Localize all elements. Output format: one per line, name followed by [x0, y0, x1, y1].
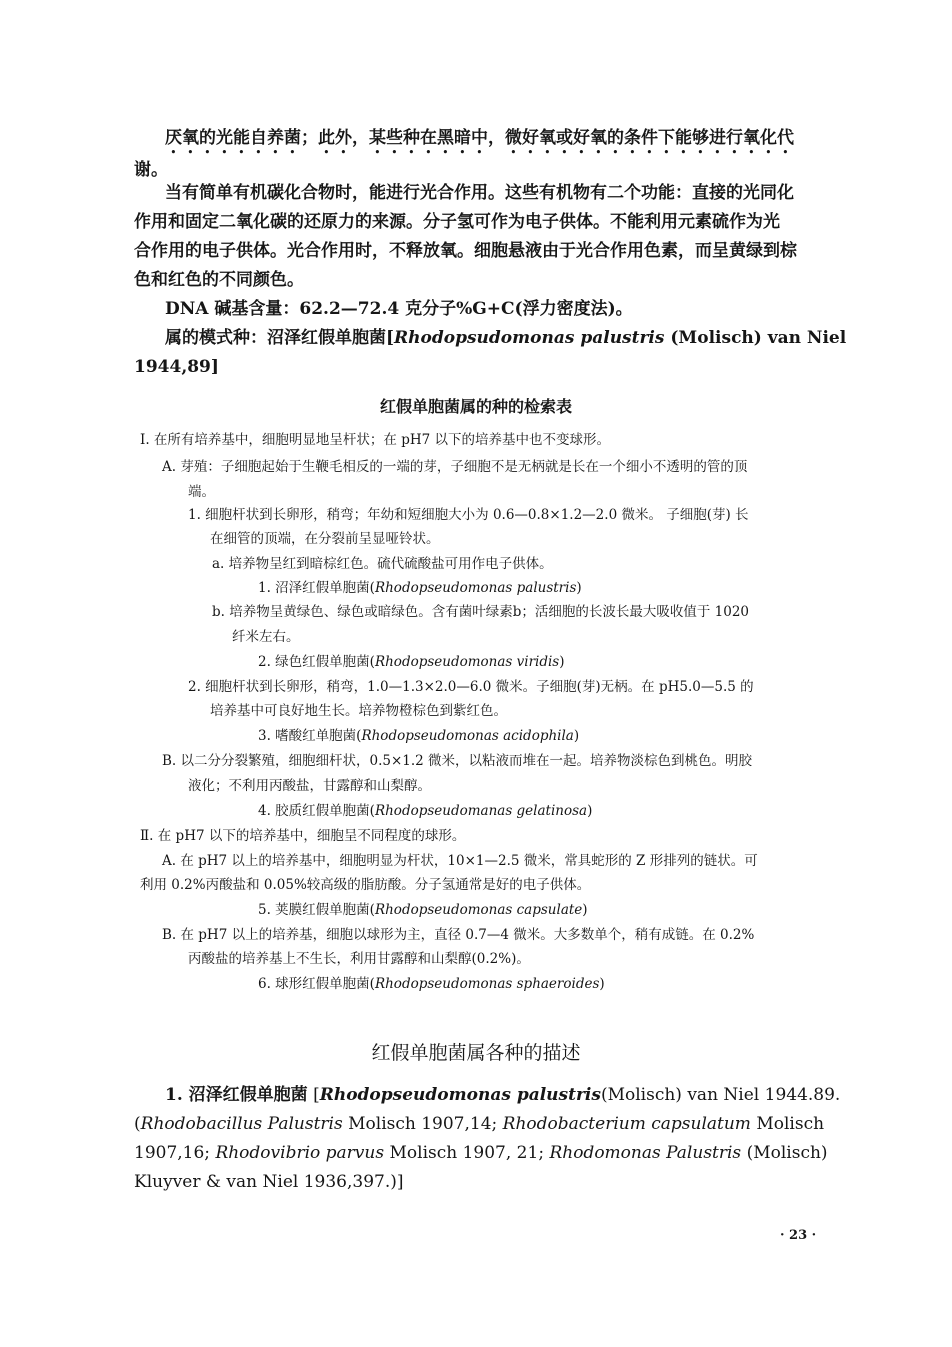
- key-item-IA-line-1: A. 芽殖：子细胞起始于生鞭毛相反的一端的芽，子细胞不是无柄就是长在一个细小不透明的管的顶: [162, 459, 748, 475]
- species-1-close: ): [576, 580, 582, 596]
- species-6-entry: [258, 975, 605, 994]
- species-5-latin: Rhodopseudomonas capsulate: [374, 902, 583, 918]
- synonym-4-author: (Molisch): [741, 1143, 828, 1163]
- type-species-author: (Molisch) van Niel: [664, 328, 847, 348]
- species-1-name: 1. 沼泽红假单胞菌(: [258, 580, 375, 596]
- paragraph-2-line-4: 色和红色的不同颜色。: [134, 270, 304, 290]
- species-1-latin: Rhodopseudomonas palustris: [374, 580, 577, 596]
- key-item-a: a. 培养物呈红到暗棕红色。硫代硫酸盐可用作电子供体。: [212, 556, 553, 572]
- synonym-4-latin: Rhodomonas Palustris: [549, 1143, 742, 1163]
- species-3-entry: [258, 727, 579, 746]
- species-4-name: 4. 胶质红假单胞菌(: [258, 803, 375, 819]
- species-3-latin: Rhodopseudomonas acidophila: [361, 728, 574, 744]
- species-3-close: ): [573, 728, 580, 744]
- species-4-latin: Rhodopseudomanas gelatinosa: [374, 803, 588, 819]
- species-5-entry: [258, 901, 588, 920]
- description-line-2: [134, 1112, 824, 1136]
- key-item-IIA-line-1: A. 在 pH7 以上的培养基中，细胞明显为杆状，10×1—2.5 微米，常具蛇形的 Z 形排列的链状。可: [162, 853, 758, 869]
- paragraph-2-line-2: 作用和固定二氧化碳的还原力的来源。分子氢可作为电子供体。不能利用元素硫作为光: [134, 212, 780, 232]
- emphasized-text: 厌氧的光能自养菌；此外，某些种在黑暗中，微好氧或好氧的条件下能够进行氧化代: [165, 128, 794, 148]
- synonym-2-latin: Rhodobacterium capsulatum: [502, 1114, 751, 1134]
- species-2-latin: Rhodopseudomonas viridis: [374, 654, 560, 670]
- dna-content-line: DNA 碱基含量：62.2—72.4 克分子%G+C(浮力密度法)。: [165, 299, 633, 319]
- type-species-line-2: 1944,89]: [134, 357, 219, 377]
- species-4-entry: [258, 802, 592, 821]
- species-1-heading-latin: Rhodopseudomonas palustris: [319, 1085, 601, 1105]
- description-line-1: [165, 1083, 840, 1107]
- bracket-open: [: [307, 1085, 320, 1105]
- synonym-1-ref: Molisch 1907,14;: [342, 1114, 503, 1134]
- key-item-I: Ⅰ. 在所有培养基中，细胞明显地呈杆状；在 pH7 以下的培养基中也不变球形。: [140, 432, 611, 448]
- type-species-latin: Rhodopsudomonas palustris: [394, 328, 665, 348]
- species-4-close: ): [587, 803, 593, 819]
- key-item-b-line-2: 纤米左右。: [232, 629, 300, 645]
- species-5-name: 5. 荚膜红假单胞菌(: [258, 902, 375, 918]
- description-line-4: Kluyver & van Niel 1936,397.)]: [134, 1172, 404, 1192]
- key-item-IA-line-2: 端。: [188, 484, 215, 500]
- species-2-close: ): [559, 654, 565, 670]
- intro-line-1: [165, 126, 794, 158]
- key-item-IIB-line-2: 丙酸盐的培养基上不生长，利用甘露醇和山梨醇(0.2%)。: [188, 951, 530, 967]
- page-number: · 23 ·: [780, 1228, 817, 1243]
- intro-line-2: 谢。: [134, 160, 168, 180]
- species-2-name: 2. 绿色红假单胞菌(: [258, 654, 375, 670]
- key-item-b-line-1: b. 培养物呈黄绿色、绿色或暗绿色。含有菌叶绿素b；活细胞的长波长最大吸收值于 1020: [212, 604, 750, 620]
- species-2-entry: [258, 653, 565, 672]
- description-line-3: [134, 1141, 828, 1165]
- key-item-IB-line-2: 液化；不利用丙酸盐，甘露醇和山梨醇。: [188, 778, 431, 794]
- paragraph-2-line-1: 当有简单有机碳化合物时，能进行光合作用。这些有机物有二个功能：直接的光同化: [165, 183, 794, 203]
- species-1-entry: [258, 579, 582, 598]
- type-species-label: 属的模式种：沼泽红假单胞菌[: [165, 328, 395, 348]
- species-5-close: ): [582, 902, 588, 918]
- paren-open: (: [134, 1114, 141, 1134]
- species-6-latin: Rhodopseudomonas sphaeroides: [374, 976, 600, 992]
- synonym-2-author: Molisch: [750, 1114, 825, 1134]
- synonym-3-latin: Rhodovibrio parvus: [215, 1143, 385, 1163]
- key-item-1-line-2: 在细管的顶端，在分裂前呈显哑铃状。: [210, 531, 440, 547]
- key-item-IIA-line-2: 利用 0.2%丙酸盐和 0.05%较高级的脂肪酸。分子氢通常是好的电子供体。: [140, 877, 591, 893]
- species-3-name: 3. 嗜酸红单胞菌(: [258, 728, 362, 744]
- key-title: 红假单胞菌属的种的检索表: [379, 397, 572, 416]
- species-6-close: ): [599, 976, 605, 992]
- synonym-2-ref: 1907,16;: [134, 1143, 216, 1163]
- key-item-2-line-2: 培养基中可良好地生长。培养物橙棕色到紫红色。: [210, 703, 507, 719]
- description-section-title: 红假单胞菌属各种的描述: [371, 1042, 581, 1064]
- key-item-II: Ⅱ. 在 pH7 以下的培养基中，细胞呈不同程度的球形。: [140, 828, 466, 844]
- type-species-line-1: [165, 326, 846, 350]
- paragraph-2-line-3: 合作用的电子供体。光合作用时，不释放氧。细胞悬液由于光合作用色素，而呈黄绿到棕: [134, 241, 797, 261]
- key-item-IIB-line-1: B. 在 pH7 以上的培养基，细胞以球形为主，直径 0.7—4 微米。大多数单个，稍有成链。在 0.2%: [162, 927, 755, 943]
- species-1-heading-author: (Molisch) van Niel 1944.89.: [600, 1085, 841, 1105]
- species-1-heading: 1. 沼泽红假单胞菌: [165, 1085, 308, 1105]
- species-6-name: 6. 球形红假单胞菌(: [258, 976, 375, 992]
- synonym-3-ref: Molisch 1907, 21;: [384, 1143, 550, 1163]
- key-item-1-line-1: 1. 细胞杆状到长卵形，稍弯；年幼和短细胞大小为 0.6—0.8×1.2—2.0 微米。 子细胞(芽) 长: [188, 507, 749, 523]
- synonym-1-latin: Rhodobacillus Palustris: [140, 1114, 343, 1134]
- key-item-2-line-1: 2. 细胞杆状到长卵形，稍弯，1.0—1.3×2.0—6.0 微米。子细胞(芽)无柄。在 pH5.0—5.5 的: [188, 679, 754, 695]
- key-item-IB-line-1: B. 以二分分裂繁殖，细胞细杆状，0.5×1.2 微米，以粘液而堆在一起。培养物淡棕色到桃色。明胶: [162, 753, 753, 769]
